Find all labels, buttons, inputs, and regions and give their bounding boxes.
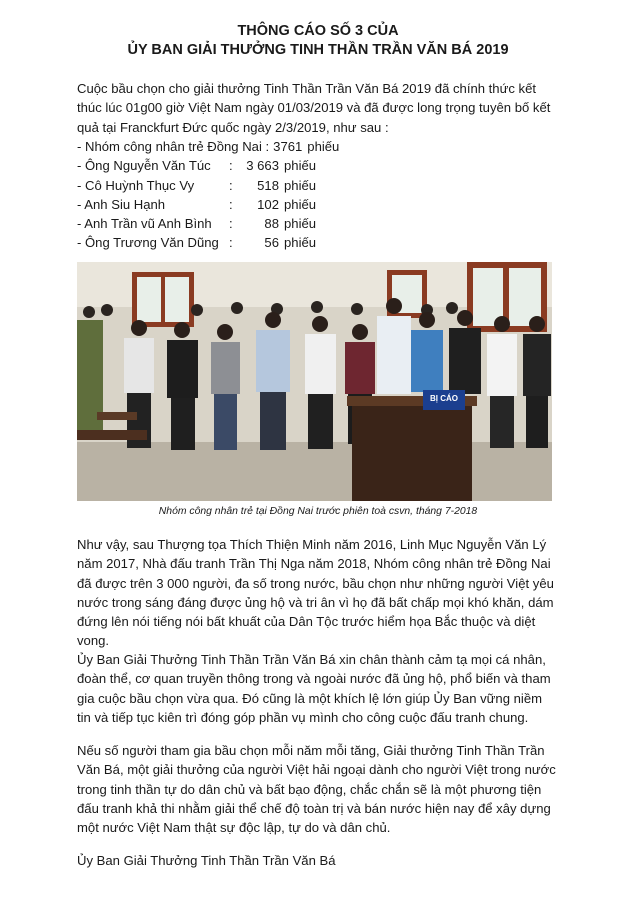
courtroom-photo: [77, 262, 552, 501]
result-unit: phiếu: [284, 177, 317, 193]
result-count: 518: [257, 177, 279, 193]
intro-paragraph: [77, 79, 557, 137]
result-row: - Ông Nguyễn Văn Túc : 3 663 phiếu: [77, 156, 557, 175]
paragraph-3: Nếu số người tham gia bầu chọn mỗi năm mỗi tăng, Giải thưởng Tinh Thần Trần Văn Bá, một giải thưởng của người Việt hải ngoại dành cho người Việt trong nước trong tinh thần tự do dân chủ và bất bạo động, chắc chắn sẽ là một phương tiện đấu tranh khả thi nhằm giải thể chế độ toàn trị và bán nước hiện nay để xây dựng một nước Việt Nam thật sự độc lập, tự do và dân chủ.: [77, 743, 556, 836]
document-title: [0, 22, 636, 60]
result-name: - Anh Siu Hạnh: [77, 196, 166, 212]
paragraph-2: Ủy Ban Giải Thưởng Tinh Thần Trần Văn Bá xin chân thành cảm tạ mọi cá nhân, đoàn thể, cơ quan truyền thông trong và ngoài nước đã ủng hộ, phổ biến và tham gia cuộc bầu chọn vừa qua. Đó cũng là một khích lệ lớn giúp Ủy Ban vững niềm tin và tiếp tục kiên trì đóng góp phần vụ mình cho công cuộc đấu tranh chung.: [77, 652, 551, 725]
title-line-1: THÔNG CÁO SỐ 3 CỦA: [237, 23, 399, 39]
photo-caption: Nhóm công nhân trẻ tại Đồng Nai trước phiên toà csvn, tháng 7-2018: [158, 506, 478, 517]
result-count: 102: [257, 196, 279, 212]
result-name: - Nhóm công nhân trẻ Đồng Nai :: [77, 139, 270, 154]
courtroom-illustration: [77, 262, 552, 501]
result-row: - Ông Trương Văn Dũng : 56 phiếu: [77, 233, 557, 252]
result-count: 88: [264, 216, 279, 232]
intro-text: Cuộc bầu chọn cho giải thưởng Tinh Thần Trần Văn Bá 2019 đã chính thức kết thúc lúc 01g00 giờ Việt Nam ngày 01/03/2019 và đã được long trọng tuyên bố kết quả tại Franckfurt Đức quốc ngày 2/3/2019, như sau :: [77, 81, 551, 135]
result-unit: phiếu: [307, 139, 340, 154]
result-row: - Cô Huỳnh Thục Vy : 518 phiếu: [77, 176, 557, 195]
result-unit: phiếu: [284, 235, 317, 251]
result-row: [77, 137, 557, 156]
result-name: - Anh Trần vũ Anh Bình: [77, 216, 212, 232]
result-count: 3761: [273, 139, 303, 154]
result-name: - Cô Huỳnh Thục Vy: [77, 177, 195, 193]
result-unit: phiếu: [284, 216, 317, 232]
results-list: [77, 137, 557, 253]
result-unit: phiếu: [284, 158, 317, 174]
defendant-sign: BỊ CÁO: [430, 394, 458, 403]
signature: Ủy Ban Giải Thưởng Tinh Thần Trần Văn Bá: [77, 853, 336, 868]
result-name: - Ông Trương Văn Dũng: [77, 235, 219, 251]
result-row: - Anh Siu Hạnh : 102 phiếu: [77, 195, 557, 214]
paragraph-1: Như vậy, sau Thượng tọa Thích Thiện Minh năm 2016, Linh Mục Nguyễn Văn Lý năm 2017, Nhà đấu tranh Trần Thị Nga năm 2018, Nhóm công nhân trẻ Đồng Nai đã được trên 3 000 người, đa số trong nước, bầu chọn như những người Việt yêu nước trong sáng đáng được ủng hộ và tri ân vì họ đã bất chấp mọi khó khăn, dám đứng lên nói tiếng nói bất khuất của Dân Tộc trước hiểm họa Bắc thuộc và diệt vong.: [77, 537, 554, 649]
result-unit: phiếu: [284, 196, 317, 212]
result-count: 3 663: [246, 158, 279, 174]
result-count: 56: [264, 235, 279, 251]
result-name: - Ông Nguyễn Văn Túc: [77, 158, 211, 174]
title-line-2: ỦY BAN GIẢI THƯỞNG TINH THẦN TRẦN VĂN BÁ 2019: [127, 42, 509, 58]
result-row: - Anh Trần vũ Anh Bình : 88 phiếu: [77, 214, 557, 233]
